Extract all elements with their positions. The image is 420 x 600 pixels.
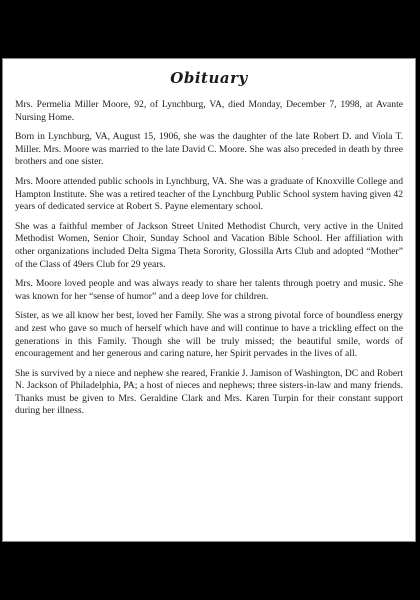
paragraph-birth-family: Born in Lynchburg, VA, August 15, 1906, she was the daughter of the late Robert D. and Viola T. Miller. Mrs. Moore was married to the late David C. Moore. She was also preceded in death by three brothers and one sister. [15, 131, 403, 168]
page-title: Obituary [170, 69, 248, 87]
paragraph-survivors: She is survived by a niece and nephew she reared, Frankie J. Jamison of Washington, DC and Robert N. Jackson of Philadelphia, PA; a host of nieces and nephews; three sisters-in-law and many friends. Thanks must be given to Mrs. Geraldine Clark and Mrs. Karen Turpin for their constant support during her illness. [15, 367, 403, 417]
obituary-body [15, 99, 403, 425]
paragraph-church-organizations: She was a faithful member of Jackson Street United Methodist Church, very active in the United Methodist Women, Senior Choir, Sunday School and Vacation Bible School. Her affiliation with other organizations included Delta Sigma Theta Sorority, Glossilla Arts Club and adopted “Mother” of the Class of 49ers Club for 29 years. [15, 220, 403, 270]
paragraph-death-notice: Mrs. Permelia Miller Moore, 92, of Lynchburg, VA, died Monday, December 7, 1998, at Avante Nursing Home. [15, 99, 403, 123]
document-frame [2, 58, 416, 542]
paragraph-family-tribute: Sister, as we all know her best, loved her Family. She was a strong pivotal force of boundless energy and zest who gave so much of herself which have and will continue to have a trickling effect on the generations in this Family. Though she will be truly missed; the beautiful smile, words of encouragement and her generous and caring nature, her Spirit pervades in the lives of all. [15, 310, 403, 360]
document-page [15, 61, 403, 539]
paragraph-personality: Mrs. Moore loved people and was always ready to share her talents through poetry and music. She was known for her “sense of humor” and a deep love for children. [15, 278, 403, 302]
paragraph-education-career: Mrs. Moore attended public schools in Lynchburg, VA. She was a graduate of Knoxville College and Hampton Institute. She was a retired teacher of the Lynchburg Public School system having given 42 years of dedicated service at Robert S. Payne elementary school. [15, 175, 403, 213]
